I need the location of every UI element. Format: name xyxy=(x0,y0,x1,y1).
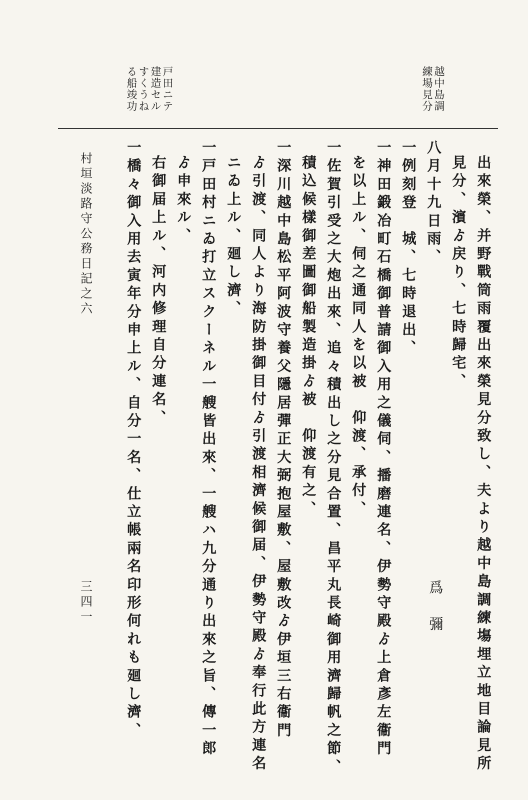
header-note-right-col2: 練場見分 xyxy=(421,66,433,112)
text-line-11: ニゐ上ル、廻し濟、 xyxy=(225,155,242,319)
header-note-right-col1: 越中島調 xyxy=(433,66,445,112)
text-line-9: 一深川越中島松平阿波守養父隱居彈正大弼抱屋敷、屋敷改ゟ伊垣三右衞門 xyxy=(275,140,292,741)
text-line-5: 一神田鍛冶町石橋御普請御入用之儀伺、播磨連名、伊勢守殿ゟ上倉彥左衞門 xyxy=(375,140,392,759)
text-line-6: を以上ル、伺之通同人を以被 仰渡、承付、 xyxy=(350,155,367,519)
page-number: 三四一 xyxy=(79,580,93,625)
header-rule xyxy=(58,128,498,129)
text-line-1: 出來榮、并野戰筒雨覆出來榮見分致し、夫より越中島調練塲埋立地目論見所 xyxy=(475,155,492,774)
text-line-10: ゟ引渡、同人より海防掛御目付ゟ引渡相濟候御届、伊勢守殿ゟ奉行此方連名 xyxy=(250,155,267,774)
text-line-4: 一例刻登 城、七時退出、 xyxy=(400,140,417,359)
text-line-2: 見分、濱ゟ戻り、七時歸宅、 xyxy=(450,155,467,392)
text-line-3: 八月十九日雨、 xyxy=(425,140,442,268)
text-line-8: 積込候樣御差圖御船製造掛ゟ被 仰渡有之、 xyxy=(300,155,317,519)
header-note-left-col2: 建造セル xyxy=(149,66,162,112)
text-line-7: 一佐賀引受之大炮出來、追々積出し之分見合置、昌平丸長崎御用濟歸帆之節、 xyxy=(325,140,342,777)
header-note-left-col1: 戸田ニテ xyxy=(161,66,174,112)
text-line-13: ゟ申來ル、 xyxy=(175,155,192,246)
running-title: 村垣淡路守公務日記之六 xyxy=(79,152,93,317)
text-line-15: 一橋々御入用去寅年分申上ル、自分一名、仕立帳兩名印形何れも廻し濟、 xyxy=(125,140,142,741)
header-note-left-col4: る船竣功 xyxy=(125,66,138,112)
header-note-left-col3: すくうね xyxy=(137,66,150,112)
text-line-12: 一戸田村ニゐ打立スクーネル一艘皆出來、一艘ハ九分通り出來之旨、傳一郎 xyxy=(200,140,217,759)
signature: 爲 彌 xyxy=(427,580,444,635)
text-line-14: 右御届上ル、河内修理自分連名、 xyxy=(150,155,167,428)
